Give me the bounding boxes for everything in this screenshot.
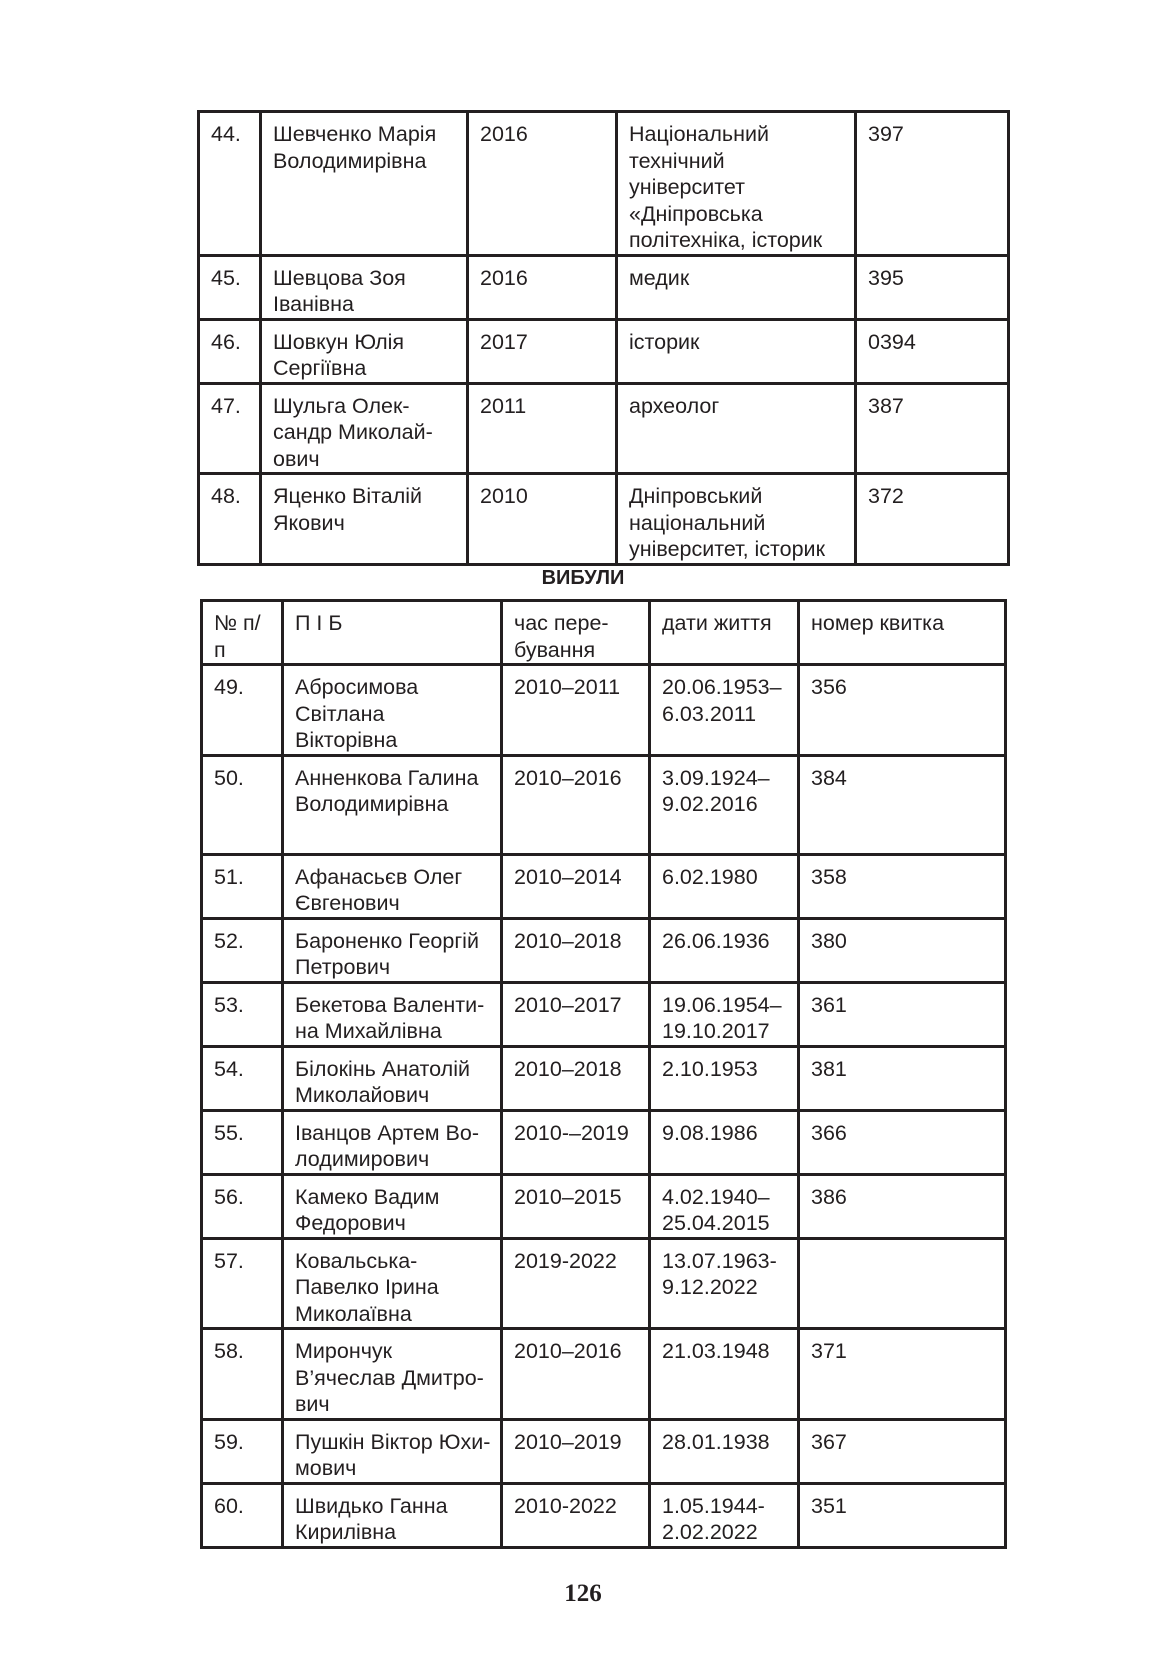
year-cell: 2010: [468, 474, 617, 565]
info-cell: Дніпровський національний університет, історик: [617, 474, 856, 565]
life-dates-cell: 26.06.1936: [650, 918, 799, 982]
period-cell: 2010–2015: [502, 1174, 650, 1238]
life-dates-cell: 6.02.1980: [650, 854, 799, 918]
row-number-cell: 49.: [202, 665, 283, 756]
ticket-number-cell: [799, 1238, 1006, 1329]
ticket-number-cell: 395: [856, 255, 1009, 319]
table-row: [202, 1483, 1006, 1547]
info-cell: Національний технічний університет «Дніпровська політехніка, історик: [617, 112, 856, 256]
info-cell: медик: [617, 255, 856, 319]
name-cell: Мирончук В’ячеслав Дмитро- вич: [283, 1329, 502, 1420]
name-cell: Афанасьєв Олег Євгенович: [283, 854, 502, 918]
year-cell: 2011: [468, 383, 617, 474]
ticket-number-cell: 0394: [856, 319, 1009, 383]
life-dates-cell: 19.06.1954– 19.10.2017: [650, 982, 799, 1046]
table-row: [202, 982, 1006, 1046]
name-cell: Іванцов Артем Во- лодимирович: [283, 1110, 502, 1174]
life-dates-cell: 21.03.1948: [650, 1329, 799, 1420]
row-number-cell: 50.: [202, 755, 283, 854]
table-row: [199, 112, 1009, 256]
info-cell: історик: [617, 319, 856, 383]
name-cell: Бароненко Георгій Петрович: [283, 918, 502, 982]
ticket-number-cell: 386: [799, 1174, 1006, 1238]
period-cell: 2010–2019: [502, 1419, 650, 1483]
ticket-number-cell: 371: [799, 1329, 1006, 1420]
table-row: [202, 1110, 1006, 1174]
ticket-number-cell: 381: [799, 1046, 1006, 1110]
table-row: [199, 474, 1009, 565]
year-cell: 2017: [468, 319, 617, 383]
row-number-cell: 54.: [202, 1046, 283, 1110]
life-dates-cell: 13.07.1963- 9.12.2022: [650, 1238, 799, 1329]
row-number-cell: 45.: [199, 255, 261, 319]
period-cell: 2010-–2019: [502, 1110, 650, 1174]
row-number-cell: 52.: [202, 918, 283, 982]
ticket-number-cell: 367: [799, 1419, 1006, 1483]
row-number-cell: 44.: [199, 112, 261, 256]
row-number-cell: 48.: [199, 474, 261, 565]
period-cell: 2010–2016: [502, 755, 650, 854]
period-cell: 2010–2011: [502, 665, 650, 756]
column-header: номер квитка: [799, 601, 1006, 665]
period-cell: 2010–2018: [502, 1046, 650, 1110]
ticket-number-cell: 380: [799, 918, 1006, 982]
row-number-cell: 47.: [199, 383, 261, 474]
life-dates-cell: 1.05.1944- 2.02.2022: [650, 1483, 799, 1547]
name-cell: Шевченко Марія Володимирівна: [261, 112, 468, 256]
life-dates-cell: 20.06.1953– 6.03.2011: [650, 665, 799, 756]
table-row: [202, 1419, 1006, 1483]
row-number-cell: 57.: [202, 1238, 283, 1329]
row-number-cell: 59.: [202, 1419, 283, 1483]
members-table-continued: [197, 110, 1010, 566]
table-row: [202, 665, 1006, 756]
name-cell: Яценко Віталій Якович: [261, 474, 468, 565]
table-row: [202, 1046, 1006, 1110]
row-number-cell: 58.: [202, 1329, 283, 1420]
year-cell: 2016: [468, 112, 617, 256]
life-dates-cell: 9.08.1986: [650, 1110, 799, 1174]
period-cell: 2010–2016: [502, 1329, 650, 1420]
ticket-number-cell: 384: [799, 755, 1006, 854]
ticket-number-cell: 351: [799, 1483, 1006, 1547]
page-number: 126: [564, 1580, 602, 1607]
table-row: [199, 383, 1009, 474]
column-header: П І Б: [283, 601, 502, 665]
period-cell: 2010–2018: [502, 918, 650, 982]
ticket-number-cell: 372: [856, 474, 1009, 565]
life-dates-cell: 4.02.1940– 25.04.2015: [650, 1174, 799, 1238]
ticket-number-cell: 366: [799, 1110, 1006, 1174]
table-row: [199, 319, 1009, 383]
members-table-body: [199, 112, 1009, 565]
name-cell: Швидько Ганна Кирилівна: [283, 1483, 502, 1547]
departed-members-table: [200, 599, 1007, 1549]
row-number-cell: 56.: [202, 1174, 283, 1238]
name-cell: Абросимова Світлана Вікторівна: [283, 665, 502, 756]
name-cell: Камеко Вадим Федорович: [283, 1174, 502, 1238]
table-row: [202, 1329, 1006, 1420]
table-row: [202, 755, 1006, 854]
ticket-number-cell: 387: [856, 383, 1009, 474]
ticket-number-cell: 356: [799, 665, 1006, 756]
header-row: [202, 601, 1006, 665]
name-cell: Ковальська- Павелко Ірина Миколаївна: [283, 1238, 502, 1329]
name-cell: Шульга Олек- сандр Миколай- ович: [261, 383, 468, 474]
life-dates-cell: 28.01.1938: [650, 1419, 799, 1483]
row-number-cell: 60.: [202, 1483, 283, 1547]
departed-table-header: [202, 601, 1006, 665]
ticket-number-cell: 358: [799, 854, 1006, 918]
ticket-number-cell: 361: [799, 982, 1006, 1046]
table-row: [202, 854, 1006, 918]
table-row: [202, 1238, 1006, 1329]
row-number-cell: 51.: [202, 854, 283, 918]
section-title: ВИБУЛИ: [541, 567, 625, 589]
period-cell: 2010-2022: [502, 1483, 650, 1547]
column-header: № п/п: [202, 601, 283, 665]
year-cell: 2016: [468, 255, 617, 319]
departed-table-body: [202, 665, 1006, 1548]
ticket-number-cell: 397: [856, 112, 1009, 256]
column-header: дати життя: [650, 601, 799, 665]
life-dates-cell: 3.09.1924– 9.02.2016: [650, 755, 799, 854]
period-cell: 2010–2017: [502, 982, 650, 1046]
info-cell: археолог: [617, 383, 856, 474]
name-cell: Пушкін Віктор Юхи- мович: [283, 1419, 502, 1483]
row-number-cell: 55.: [202, 1110, 283, 1174]
period-cell: 2019-2022: [502, 1238, 650, 1329]
period-cell: 2010–2014: [502, 854, 650, 918]
column-header: час пере- бування: [502, 601, 650, 665]
name-cell: Шовкун Юлія Сергіївна: [261, 319, 468, 383]
row-number-cell: 53.: [202, 982, 283, 1046]
name-cell: Шевцова Зоя Іванівна: [261, 255, 468, 319]
row-number-cell: 46.: [199, 319, 261, 383]
table-row: [199, 255, 1009, 319]
name-cell: Анненкова Галина Володимирівна: [283, 755, 502, 854]
table-row: [202, 918, 1006, 982]
name-cell: Бекетова Валенти- на Михайлівна: [283, 982, 502, 1046]
table-row: [202, 1174, 1006, 1238]
name-cell: Білокінь Анатолій Миколайович: [283, 1046, 502, 1110]
life-dates-cell: 2.10.1953: [650, 1046, 799, 1110]
